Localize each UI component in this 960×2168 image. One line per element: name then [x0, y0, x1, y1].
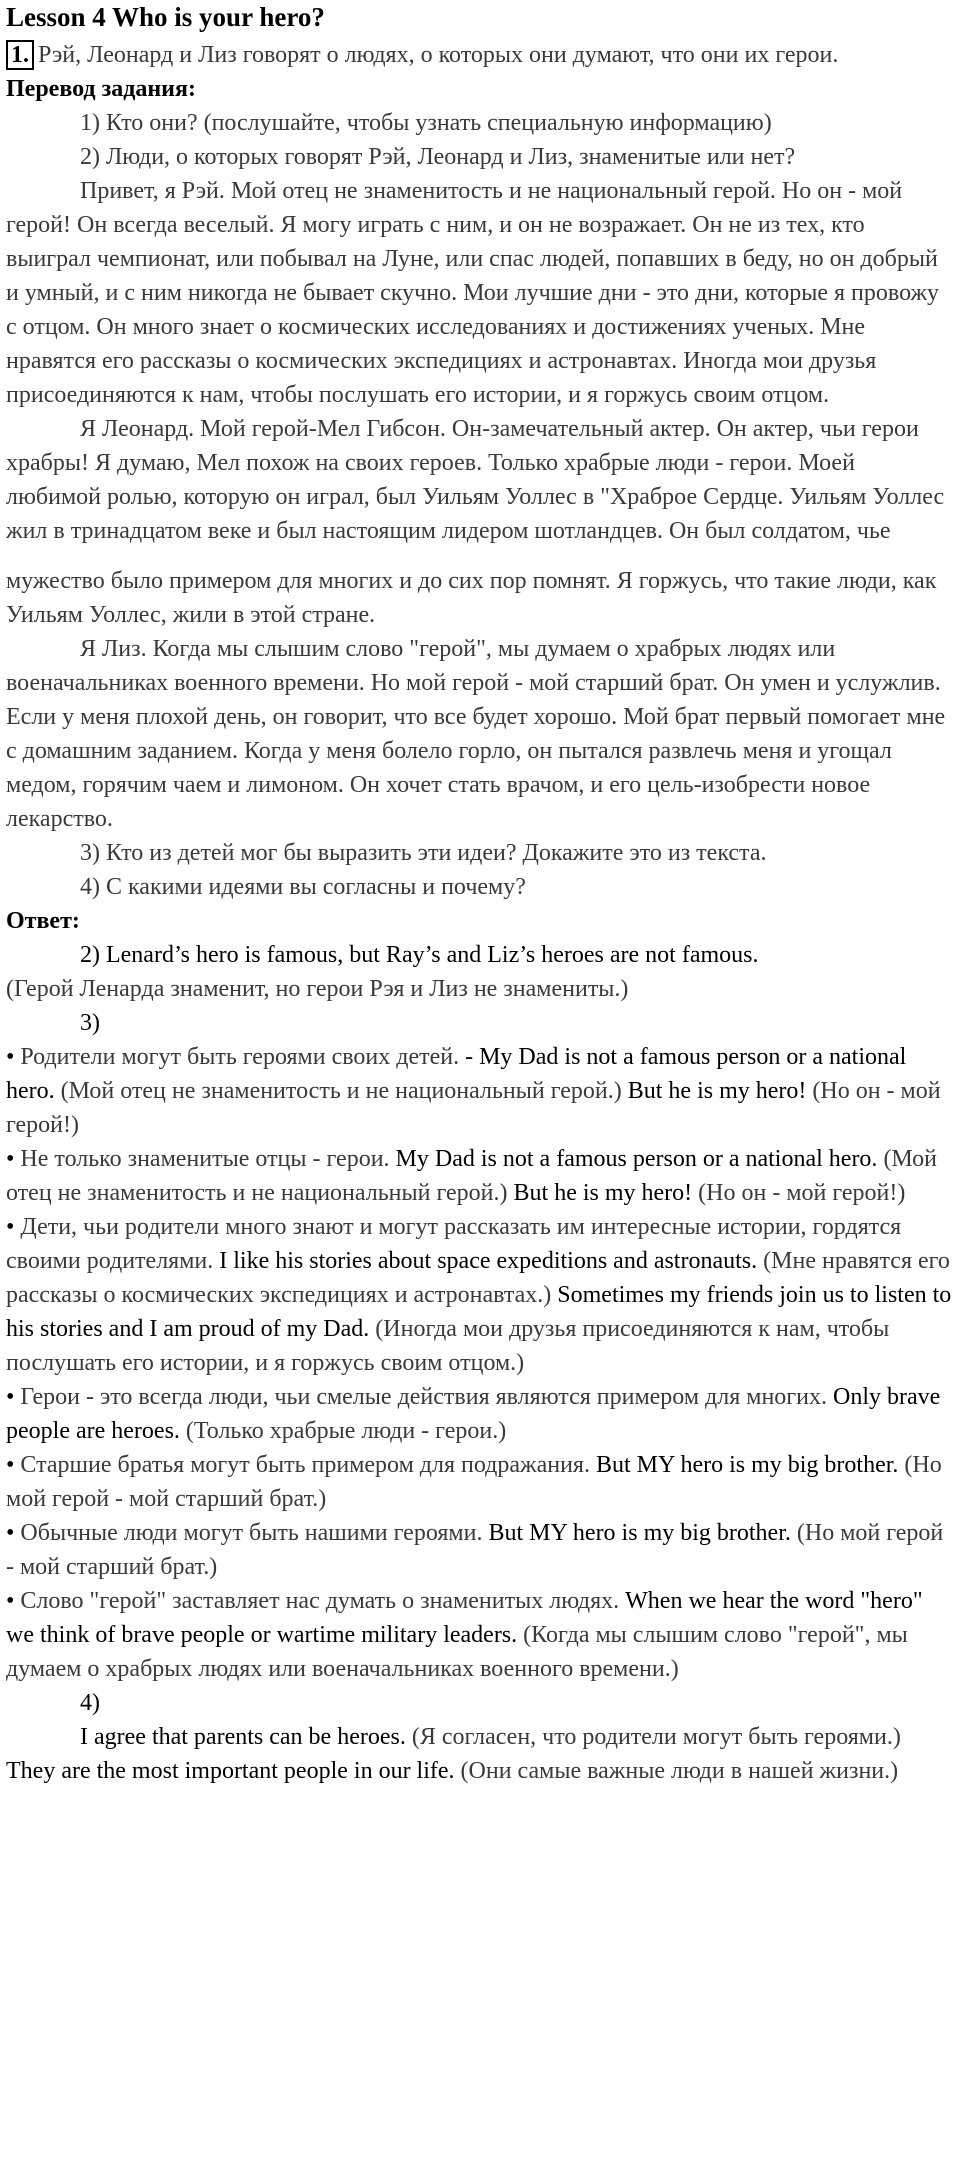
bullet-ru: Старшие братья могут быть примером для подражания.	[14, 1452, 596, 1478]
bullet-ru: (Мой отец не знаменитость и не национальный герой.)	[6, 1146, 938, 1206]
bullet-en: But MY hero is my big brother.	[488, 1520, 791, 1546]
bullet-en: - My Dad is not a famous person or a national hero.	[6, 1044, 907, 1104]
bullet-en: But he is my hero!	[513, 1180, 693, 1206]
bullet-mark: •	[6, 1214, 15, 1240]
answer-bullet-4	[6, 1380, 954, 1448]
bullet-en: But MY hero is my big brother.	[595, 1452, 899, 1478]
bullet-ru: (Но он - мой герой!)	[6, 1078, 941, 1138]
bullet-en: My Dad is not a famous person or a national hero.	[395, 1146, 878, 1172]
answer-4-en: They are the most important people in our life.	[6, 1758, 455, 1784]
answer-bullet-3	[6, 1210, 954, 1380]
bullet-ru: Дети, чьи родители много знают и могут рассказать им интересные истории, гордятся своими родителями.	[6, 1214, 902, 1274]
bullet-ru: Не только знаменитые отцы - герои.	[14, 1146, 396, 1172]
bullet-ru: Герои - это всегда люди, чьи смелые действия являются примером для многих.	[14, 1384, 833, 1410]
bullet-ru: Обычные люди могут быть нашими героями.	[14, 1520, 489, 1546]
answer-4-label: 4)	[80, 1690, 100, 1716]
answer-bullet-6	[6, 1516, 954, 1584]
bullet-mark: •	[6, 1520, 15, 1546]
answer-4-ru: (Я согласен, что родители могут быть героями.)	[405, 1724, 901, 1750]
answer-3-label: 3)	[80, 1010, 100, 1036]
task-statement	[6, 38, 954, 72]
answer-bullet-5	[6, 1448, 954, 1516]
bullet-ru: (Мне нравятся его рассказы о космических экспедициях и астронавтах.)	[6, 1248, 950, 1308]
answer-2-english: 2) Lenard’s hero is famous, but Ray’s and Liz’s heroes are not famous.	[80, 942, 759, 968]
bullet-mark: •	[6, 1146, 15, 1172]
bullet-ru: (Иногда мои друзья присоединяются к нам, чтобы послушать его истории, и я горжусь своим отцом.)	[6, 1316, 890, 1376]
lesson-title: Lesson 4 Who is your hero?	[6, 2, 325, 32]
bullet-mark: •	[6, 1588, 15, 1614]
bullet-mark: •	[6, 1384, 15, 1410]
answer-heading: Ответ:	[6, 908, 80, 934]
answer-bullet-1	[6, 1040, 954, 1142]
translation-item-2: 2) Люди, о которых говорят Рэй, Леонард и Лиз, знаменитые или нет?	[80, 144, 796, 170]
bullet-mark: •	[6, 1044, 15, 1070]
bullet-ru: (Только храбрые люди - герои.)	[179, 1418, 507, 1444]
bullet-ru: (Мой отец не знаменитость и не национальный герой.)	[54, 1078, 628, 1104]
bullet-mark: •	[6, 1452, 15, 1478]
answer-bullet-2	[6, 1142, 954, 1210]
bullet-ru: Родители могут быть героями своих детей.	[14, 1044, 466, 1070]
bullet-en: Sometimes my friends join us to listen to his stories and I am proud of my Dad.	[6, 1282, 952, 1342]
translation-item-4: 4) С какими идеями вы согласны и почему?	[80, 874, 526, 900]
task-text: Рэй, Леонард и Лиз говорят о людях, о которых они думают, что они их герои.	[38, 42, 839, 68]
translation-item-1: 1) Кто они? (послушайте, чтобы узнать специальную информацию)	[80, 110, 772, 136]
translation-ray-paragraph: Привет, я Рэй. Мой отец не знаменитость и не национальный герой. Но он - мой герой! Он всегда веселый. Я могу играть с ним, и он не возражает. Он не из тех, кто выиграл чемпионат, или побывал на Луне, или спас людей, попавших в беду, но он добрый и умный, и с ним никогда не бывает скучно. Мои лучшие дни - это дни, которые я провожу с отцом. Он много знает о космических исследованиях и достижениях ученых. Мне нравятся его рассказы о космических экспедициях и астронавтах. Иногда мои друзья присоединяются к нам, чтобы послушать его истории, и я горжусь своим отцом.	[6, 178, 940, 408]
answer-2-russian: (Герой Ленарда знаменит, но герои Рэя и Лиз не знамениты.)	[6, 976, 629, 1002]
answer-4-text	[6, 1720, 954, 1788]
bullet-ru: (Но мой герой - мой старший брат.)	[6, 1520, 944, 1580]
answer-bullet-7	[6, 1584, 954, 1686]
bullet-en: But he is my hero!	[627, 1078, 807, 1104]
task-number-badge: 1.	[6, 40, 34, 70]
answer-4-en: I agree that parents can be heroes.	[80, 1724, 406, 1750]
bullet-ru: Слово "герой" заставляет нас думать о знаменитых людях.	[14, 1588, 626, 1614]
answer-4-ru: (Они самые важные люди в нашей жизни.)	[454, 1758, 899, 1784]
bullet-ru: (Но он - мой герой!)	[692, 1180, 906, 1206]
bullet-en: When we hear the word "hero" we think of brave people or wartime military leaders.	[6, 1588, 923, 1648]
translation-liz-paragraph: Я Лиз. Когда мы слышим слово "герой", мы думаем о храбрых людях или военачальниках военного времени. Но мой герой - мой старший брат. Он умен и услужлив. Если у меня плохой день, он говорит, что все будет хорошо. Мой брат первый помогает мне с домашним заданием. Когда у меня болело горло, он пытался развлечь меня и угощал медом, горячим чаем и лимоном. Он хочет стать врачом, и его цель-изобрести новое лекарство.	[6, 636, 946, 832]
translation-heading: Перевод задания:	[6, 76, 196, 102]
translation-leonard-continued: мужество было примером для многих и до сих пор помнят. Я горжусь, что такие люди, как Уильям Уоллес, жили в этой стране.	[6, 568, 937, 628]
bullet-en: I like his stories about space expeditions and astronauts.	[219, 1248, 758, 1274]
bullet-ru: (Когда мы слышим слово "герой", мы думаем о храбрых людях или военачальниках военного времени.)	[6, 1622, 908, 1682]
bullet-ru: (Но мой герой - мой старший брат.)	[6, 1452, 942, 1512]
translation-item-3: 3) Кто из детей мог бы выразить эти идеи? Докажите это из текста.	[80, 840, 767, 866]
translation-leonard-paragraph: Я Леонард. Мой герой-Мел Гибсон. Он-замечательный актер. Он актер, чьи герои храбры! Я думаю, Мел похож на своих героев. Только храбрые люди - герои. Моей любимой ролью, которую он играл, был Уильям Уоллес в "Храброе Сердце. Уильям Уоллес жил в тринадцатом веке и был настоящим лидером шотландцев. Он был солдатом, чье	[6, 416, 945, 544]
bullet-en: Only brave people are heroes.	[6, 1384, 941, 1444]
